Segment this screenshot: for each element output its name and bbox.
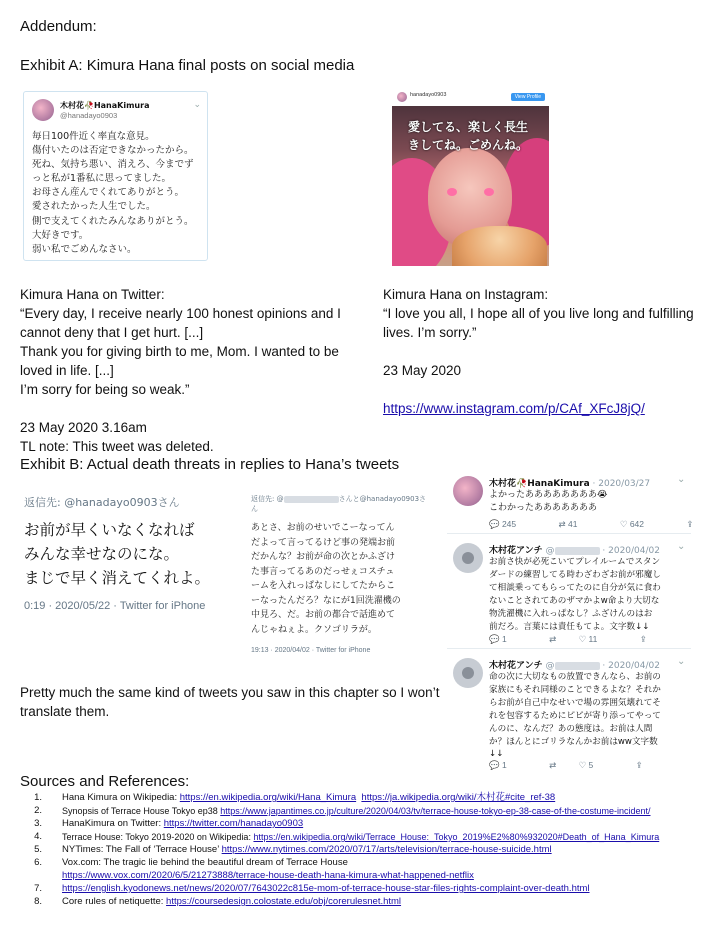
instagram-overlay-text: 愛してる、楽しく長生 きしてね。ごめんね。 bbox=[408, 120, 529, 152]
reply-icon[interactable]: 💬 1 bbox=[489, 634, 507, 644]
exhibit-b-note: Pretty much the same kind of tweets you saw in this chapter so I won’t translate them. bbox=[20, 685, 440, 719]
list-item: 2. Synopsis of Terrace House Tokyo ep38 https://www.japantimes.co.jp/culture/2020/04/03/tv/terrace-house-tokyo-ep-38-case-of-the-costume-incident/ bbox=[34, 805, 651, 816]
twitter-caption: Kimura Hana on Twitter: “Every day, I receive nearly 100 honest opinions and I cannot deny that I get hurt. [...] Thank you for giving birth to me, Mom. I wanted to be loved in life. [...] I’m sorry for being so weak.” 23 May 2020 3.16am TL note: This tweet was deleted. bbox=[20, 287, 341, 454]
source-link[interactable]: https://www.nytimes.com/2020/07/17/arts/television/terrace-house-suicide.html bbox=[221, 844, 552, 855]
list-item: 6. Vox.com: The tragic lie behind the beautiful dream of Terrace House https://www.vox.com/2020/6/5/21273888/terrace-house-death-hana-kimura-what-happened-netflix bbox=[34, 857, 474, 881]
heart-sticker-icon bbox=[484, 188, 494, 196]
source-link[interactable]: https://www.japantimes.co.jp/culture/2020/04/03/tv/terrace-house-tokyo-ep-38-case-of-the-costume-incident/ bbox=[220, 806, 651, 816]
tweet-actions bbox=[489, 519, 714, 530]
list-item: 4. Terrace House: Tokyo 2019-2020 on Wikipedia: https://en.wikipedia.org/wiki/Terrace_House:_Tokyo_2019%E2%80%932020#Death_of_Hana_Kimura bbox=[34, 831, 660, 842]
reply-body: お前が早くいなくなれば みんな幸せなのにな。 まじで早く消えてくれよ。 bbox=[24, 521, 211, 587]
list-item: 3. HanaKimura on Twitter: https://twitter.com/hanadayo0903 bbox=[34, 818, 304, 829]
tweet-display-name: 木村花アンチ bbox=[489, 661, 543, 671]
instagram-screenshot bbox=[392, 88, 549, 266]
share-icon[interactable]: ⇪ bbox=[686, 519, 694, 529]
retweet-icon[interactable]: ⇄ 41 bbox=[558, 519, 578, 529]
tweet-actions bbox=[489, 760, 663, 771]
retweet-icon[interactable]: ⇄ bbox=[549, 634, 557, 644]
chevron-down-icon[interactable]: ⌄ bbox=[677, 474, 686, 485]
instagram-post-link[interactable]: https://www.instagram.com/p/CAf_XFcJ8jQ/ bbox=[383, 401, 645, 416]
reply-tweet-1 bbox=[24, 494, 234, 624]
reply-tweet-2: 返信先: @ さんと@hanadayo0903さ ん あとさ、お前のせいでこーなってん だよって言ってるけど事の発端お前 だかんな？お前が命の次とかふざけ た事言ってるあのだっせぇコスチュ ームを入れっぱなしにしてたからこ ーなったんだろ？なにが1回洗濯機の 中見ろ、だ。お前の都合で話進めて んじゃねぇよ。クソゴリラが。 19:13 · 2020/04/02 · Twitter for iPhone bbox=[251, 494, 441, 664]
reply-meta: 19:13 · 2020/04/02 · Twitter for iPhone bbox=[251, 647, 371, 654]
list-item: 8. Core rules of netiquette: https://coursedesign.colostate.edu/obj/corerulesnet.html bbox=[34, 896, 402, 907]
list-item: 5. NYTimes: The Fall of ‘Terrace House’ https://www.nytimes.com/2020/07/17/arts/television/terrace-house-suicide.html bbox=[34, 844, 552, 855]
like-icon[interactable]: ♡ 642 bbox=[619, 519, 645, 529]
heart-sticker-icon bbox=[447, 188, 457, 196]
reply-icon[interactable]: 💬 1 bbox=[489, 760, 507, 770]
retweet-icon[interactable]: ⇄ bbox=[549, 760, 557, 770]
chevron-down-icon[interactable]: ⌄ bbox=[677, 541, 686, 552]
tweet-display-name: 木村花🥀HanaKimura bbox=[489, 479, 590, 489]
avatar bbox=[453, 476, 483, 506]
addendum-heading: Addendum: bbox=[20, 18, 97, 35]
like-icon[interactable]: ♡ 11 bbox=[578, 634, 598, 644]
like-icon[interactable]: ♡ 5 bbox=[578, 760, 594, 770]
tweet-display-name: 木村花アンチ bbox=[489, 546, 543, 556]
reply-body: あとさ、お前のせいでこーなってん だよって言ってるけど事の発端お前 だかんな？お前が命の次とかふざけ た事言ってるあのだっせぇコスチュ ームを入れっぱなしにしてたからこ ーなったんだろ？なにが1回洗濯機の 中見ろ、だ。お前の都合で話進めて んじゃねぇよ。クソゴリラが。 bbox=[251, 523, 401, 635]
tweet-body: 命の次に大切なもの放置できんなら、お前の 家族にもそれ同様のことできるよな？それか らお前が自己中なせいで場の雰囲気壊れてそ れを包容するためにピピが寄り添ってやって んのに、なんだ？あの態度は。お前は人間 か？ほんとにゴリラなんかお前はww文字数 ↓↓ bbox=[489, 672, 661, 760]
chevron-down-icon[interactable]: ⌄ bbox=[677, 656, 686, 667]
exhibit-a-title: Exhibit A: Kimura Hana final posts on social media bbox=[20, 57, 355, 74]
instagram-username: hanadayo0903 bbox=[410, 92, 447, 98]
list-item: 1. Hana Kimura on Wikipedia: https://en.wikipedia.org/wiki/Hana_Kimura https://ja.wikipedia.org/wiki/木村花#cite_ref-38 bbox=[34, 792, 556, 803]
replying-to: 返信先: @ さんと@hanadayo0903さ bbox=[251, 495, 427, 503]
tweet-date: · 2020/03/27 bbox=[592, 479, 651, 489]
chevron-down-icon: ⌄ bbox=[193, 99, 201, 109]
avatar bbox=[453, 543, 483, 573]
tweet-date: · 2020/04/02 bbox=[602, 546, 660, 556]
sources-list bbox=[20, 792, 720, 910]
tweet-screenshot bbox=[23, 91, 208, 261]
tweet-handle: @hanadayo0903 bbox=[60, 111, 118, 120]
list-item: 7. https://english.kyodonews.net/news/2020/07/7643022c815e-mom-of-terrace-house-star-files-rights-complaint-over-death.html bbox=[34, 883, 590, 894]
source-link[interactable]: https://coursedesign.colostate.edu/obj/corerulesnet.html bbox=[166, 896, 402, 907]
reply-meta: 0:19 · 2020/05/22 · Twitter for iPhone bbox=[24, 600, 206, 612]
redacted-handle bbox=[284, 496, 339, 503]
reply-icon[interactable]: 💬 245 bbox=[489, 519, 517, 529]
replying-to: 返信先: @hanadayo0903さん bbox=[24, 496, 180, 509]
sources-title: Sources and References: bbox=[20, 773, 190, 790]
tweet-actions bbox=[489, 634, 667, 645]
instagram-caption: Kimura Hana on Instagram: “I love you all, I hope all of you live long and fulfilling lives. I’m sorry.” 23 May 2020 https://www.instagram.com/p/CAf_XFcJ8jQ/ bbox=[383, 287, 694, 416]
share-icon[interactable]: ⇪ bbox=[635, 760, 643, 770]
exhibit-b-title: Exhibit B: Actual death threats in replies to Hana’s tweets bbox=[20, 456, 400, 473]
reply-thread: 木村花🥀HanaKimura · 2020/03/27 ⌄ よかったああああああああ😭 こわかったあああああああ 💬 245 ⇄ 41 ♡ 642 ⇪ 木村花アンチ @ · 2020/04/02 ⌄ お前さ快が必死こいてプレイルームでスタン ダードの練習してる時わざわざお前が邪魔し て相談乗ってもらってたのに自分が気に食わ ないことされてあのザマかよw命より大切な 物洗濯機に入れっぱなし？ふざけんのはお 前だろ。言葉には責任もてよ。文字数↓↓ 💬 1 ⇄ ♡ 11 ⇪ 木村花アンチ @ · 2020/04/02 ⌄ 命の次に大切なもの放置できんなら、お前の 家族にもそれ同様のことできるよな？それか らお前が自己中なせいで場の雰囲気壊れてそ れを包容するためにピピが寄り添ってやって んのに、なんだ？あの態度は。お前は人間 か？ほんとにゴリラなんかお前はww文字数 ↓↓ 💬 1 ⇄ ♡ 5 ⇪ bbox=[447, 470, 691, 776]
source-link[interactable]: https://twitter.com/hanadayo0903 bbox=[163, 818, 304, 829]
share-icon[interactable]: ⇪ bbox=[639, 634, 647, 644]
source-link[interactable]: https://en.wikipedia.org/wiki/Hana_Kimura bbox=[179, 792, 357, 803]
photo-cat bbox=[452, 226, 547, 266]
source-link[interactable]: https://en.wikipedia.org/wiki/Terrace_House:_Tokyo_2019%E2%80%932020#Death_of_Hana_Kimura bbox=[253, 832, 660, 842]
tweet-date: · 2020/04/02 bbox=[602, 661, 660, 671]
redacted-handle bbox=[555, 662, 600, 670]
source-link[interactable]: https://ja.wikipedia.org/wiki/木村花#cite_ref-38 bbox=[361, 792, 556, 803]
view-profile-button[interactable]: View Profile bbox=[511, 93, 545, 101]
tweet-display-name: 木村花🥀HanaKimura bbox=[60, 101, 150, 110]
avatar bbox=[397, 92, 407, 102]
tweet-body: 毎日100件近く率直な意見。 傷付いたのは否定できなかったから。 死ね、気持ち悪い、消えろ、今までず っと私が1番私に思ってました。 お母さん産んでくれてありがとう。 愛されたかった人生でした。 側で支えてくれたみんなありがとう。 大好きです。 弱い私でごめんなさい。 bbox=[32, 131, 194, 255]
source-link[interactable]: https://english.kyodonews.net/news/2020/07/7643022c815e-mom-of-terrace-house-star-files-rights-complaint-over-death.html bbox=[62, 883, 590, 894]
avatar bbox=[32, 99, 54, 121]
source-link[interactable]: https://www.vox.com/2020/6/5/21273888/terrace-house-death-hana-kimura-what-happened-netflix bbox=[62, 870, 474, 881]
avatar bbox=[453, 658, 483, 688]
redacted-handle bbox=[555, 547, 600, 555]
tweet-body: よかったああああああああ😭 こわかったあああああああ bbox=[489, 490, 608, 513]
tweet-body: お前さ快が必死こいてプレイルームでスタン ダードの練習してる時わざわざお前が邪魔し て相談乗ってもらってたのに自分が気に食わ ないことされてあのザマかよw命より大切な 物洗濯機に入れっぱなし？ふざけんのはお 前だろ。言葉には責任もてよ。文字数↓↓ bbox=[489, 557, 661, 632]
